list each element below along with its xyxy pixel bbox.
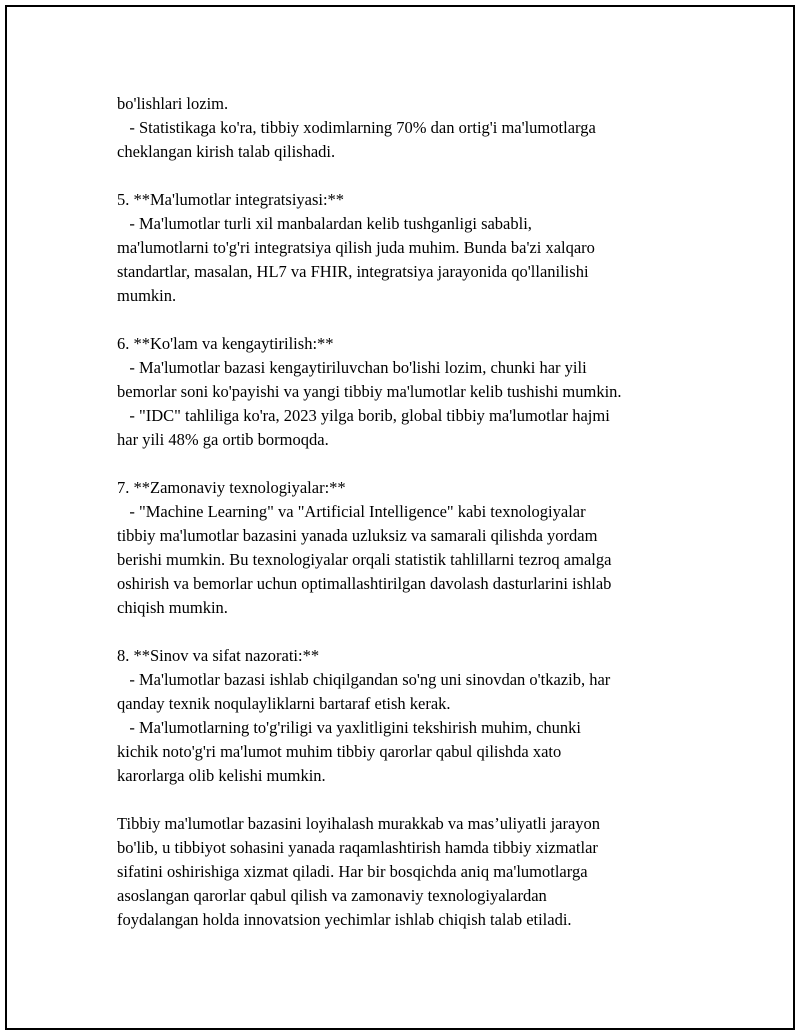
conclusion-line: sifatini oshirishiga xizmat qiladi. Har bir bosqichda aniq ma'lumotlarga [117, 862, 588, 881]
text-line: kichik noto'g'ri ma'lumot muhim tibbiy qarorlar qabul qilishda xato [117, 742, 562, 761]
text-line: chiqish mumkin. [117, 598, 228, 617]
text-line: har yili 48% ga ortib bormoqda. [117, 430, 329, 449]
section-heading: 6. **Ko'lam va kengaytirilish:** [117, 334, 334, 353]
text-line: karorlarga olib kelishi mumkin. [117, 766, 326, 785]
conclusion-line: asoslangan qarorlar qabul qilish va zamonaviy texnologiyalardan [117, 886, 547, 905]
section-heading: 7. **Zamonaviy texnologiyalar:** [117, 478, 346, 497]
conclusion-line: Tibbiy ma'lumotlar bazasini loyihalash murakkab va mas’uliyatli jarayon [117, 814, 601, 833]
text-line: - Statistikaga ko'ra, tibbiy xodimlarning 70% dan ortig'i ma'lumotlarga [117, 118, 596, 137]
blank-line [117, 452, 687, 476]
text-line: tibbiy ma'lumotlar bazasini yanada uzluksiz va samarali qilishda yordam [117, 526, 598, 545]
text-line: ma'lumotlarni to'g'ri integratsiya qilish juda muhim. Bunda ba'zi xalqaro [117, 238, 595, 257]
text-line: - Ma'lumotlar bazasi ishlab chiqilgandan so'ng uni sinovdan o'tkazib, har [117, 670, 611, 689]
text-line: bo'lishlari lozim. [117, 94, 229, 113]
section-heading: 5. **Ma'lumotlar integratsiyasi:** [117, 190, 345, 209]
text-line: oshirish va bemorlar uchun optimallashtirilgan davolash dasturlarini ishlab [117, 574, 612, 593]
text-line: qanday texnik noqulayliklarni bartaraf etish kerak. [117, 694, 451, 713]
conclusion-line: foydalangan holda innovatsion yechimlar ishlab chiqish talab etiladi. [117, 910, 572, 929]
text-line: bemorlar soni ko'payishi va yangi tibbiy ma'lumotlar kelib tushishi mumkin. [117, 382, 622, 401]
section-heading: 8. **Sinov va sifat nazorati:** [117, 646, 320, 665]
text-line: - "Machine Learning" va "Artificial Intelligence" kabi texnologiyalar [117, 502, 586, 521]
document-text [117, 92, 687, 932]
blank-line [117, 308, 687, 332]
text-line: standartlar, masalan, HL7 va FHIR, integratsiya jarayonida qo'llanilishi [117, 262, 589, 281]
text-line: - Ma'lumotlarning to'g'riligi va yaxlitligini tekshirish muhim, chunki [117, 718, 581, 737]
conclusion-line: bo'lib, u tibbiyot sohasini yanada raqamlashtirish hamda tibbiy xizmatlar [117, 838, 598, 857]
blank-line [117, 620, 687, 644]
text-line: - Ma'lumotlar turli xil manbalardan kelib tushganligi sababli, [117, 214, 532, 233]
text-line: cheklangan kirish talab qilishadi. [117, 142, 336, 161]
blank-line [117, 788, 687, 812]
blank-line [117, 164, 687, 188]
text-line: mumkin. [117, 286, 177, 305]
text-line: - Ma'lumotlar bazasi kengaytiriluvchan bo'lishi lozim, chunki har yili [117, 358, 587, 377]
text-line: - "IDC" tahliliga ko'ra, 2023 yilga borib, global tibbiy ma'lumotlar hajmi [117, 406, 610, 425]
text-line: berishi mumkin. Bu texnologiyalar orqali statistik tahlillarni tezroq amalga [117, 550, 612, 569]
